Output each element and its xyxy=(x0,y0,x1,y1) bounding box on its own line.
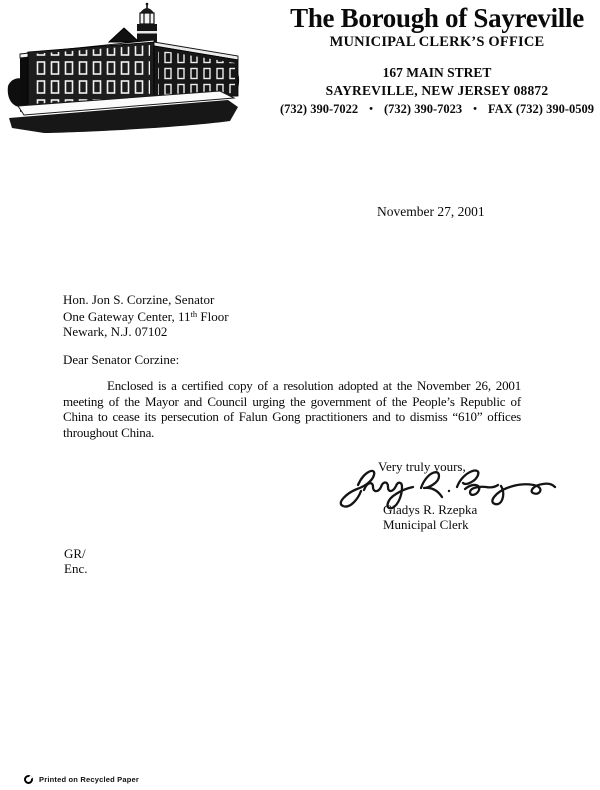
letter-body: Enclosed is a certified copy of a resolution adopted at the November 26, 2001 meeting of the Mayor and Council urging the government of the People’s Republic of China to cease its persecution of Falun Gong practitioners and to dismiss “610” offices throughout China. xyxy=(63,378,521,440)
recipient-city: Newark, N.J. 07102 xyxy=(63,324,168,339)
recycled-note-text: Printed on Recycled Paper xyxy=(39,775,140,784)
recycle-icon xyxy=(24,775,33,784)
fax-number: FAX (732) 390-0509 xyxy=(487,102,594,116)
recipient-address xyxy=(63,292,229,339)
closing-phrase: Very truly yours, xyxy=(378,459,466,474)
phone-1: (732) 390-7022 xyxy=(280,102,359,116)
salutation: Dear Senator Corzine: xyxy=(63,352,180,367)
signer-title: Municipal Clerk xyxy=(383,517,469,532)
city-state-zip: SAYREVILLE, NEW JERSEY 08872 xyxy=(325,83,549,98)
ordinal-suffix: th xyxy=(190,309,198,319)
reference-initials: GR/ xyxy=(64,546,86,561)
letterhead xyxy=(278,4,596,118)
street-address: 167 MAIN STRET xyxy=(382,65,492,80)
letter-date: November 27, 2001 xyxy=(377,204,485,219)
recipient-name: Hon. Jon S. Corzine, Senator xyxy=(63,292,215,307)
bullet-separator: • xyxy=(473,103,477,115)
phone-line xyxy=(278,100,596,118)
org-name: The Borough of Sayreville xyxy=(290,3,584,33)
enclosure-note: Enc. xyxy=(64,560,88,576)
phone-2: (732) 390-7023 xyxy=(384,102,463,116)
reference-block xyxy=(64,547,87,576)
bullet-separator: • xyxy=(369,103,373,115)
recipient-street: One Gateway Center, 11th Floor xyxy=(63,309,229,324)
signer-name: Gladys R. Rzepka xyxy=(383,502,478,517)
borough-hall-engraving-icon xyxy=(6,2,240,134)
office-name: MUNICIPAL CLERK’S OFFICE xyxy=(329,34,545,50)
recycled-paper-note xyxy=(24,775,139,784)
